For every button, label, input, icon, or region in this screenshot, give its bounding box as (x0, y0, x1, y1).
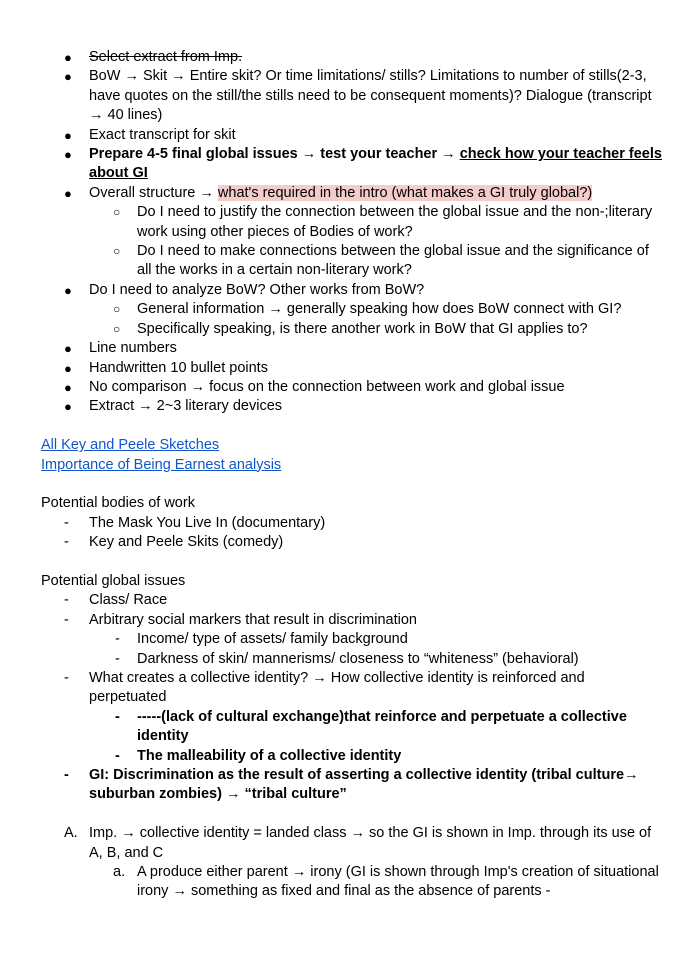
bullet-dot: ● (64, 282, 72, 298)
list-item-underlined-text: check how your teacher feels about GI (89, 146, 662, 182)
bullet-circle: ○ (113, 302, 121, 317)
link-row (0, 456, 700, 475)
sub-list-item (0, 650, 700, 669)
section-heading: Potential global issues (41, 572, 186, 589)
list-item-text: Darkness of skin/ mannerisms/ closeness to “whiteness” (behavioral) (137, 650, 579, 667)
link-row (0, 436, 700, 455)
list-item-text: BoW → Skit → Entire skit? Or time limitations/ stills? Limitations to number of stills(2-3, have quotes on the still/the stills need to be consequent moments)? Dialogue (transcript → 40 lines) (89, 68, 652, 124)
list-item-text: General information → generally speaking how does BoW connect with GI? (137, 301, 622, 318)
list-item (0, 359, 700, 378)
list-item-text: Imp. → collective identity = landed class → so the GI is shown in Imp. through its use of A, B, and C (89, 825, 652, 861)
list-item-text: Select extract from Imp. (89, 49, 243, 65)
list-item (0, 48, 700, 67)
bullet-circle: ○ (113, 244, 121, 259)
list-item (0, 766, 700, 805)
list-item-text: No comparison → focus on the connection between work and global issue (89, 378, 565, 395)
list-item-text: Handwritten 10 bullet points (89, 359, 268, 376)
dash-marker: - (64, 514, 69, 531)
dash-marker: - (64, 592, 69, 609)
list-item-text: -----(lack of cultural exchange)that reinforce and perpetuate a collective identity (137, 708, 627, 745)
outline-marker: a. (113, 864, 126, 880)
key-and-peele-link[interactable]: All Key and Peele Sketches (41, 437, 220, 454)
list-item-text: Line numbers (89, 340, 177, 357)
bullet-dot: ● (64, 341, 72, 357)
bullet-dot: ● (64, 360, 72, 376)
list-item (0, 145, 700, 184)
bullet-circle: ○ (113, 205, 121, 220)
bullet-dot: ● (64, 147, 72, 163)
list-item (0, 669, 700, 708)
list-item-text: Income/ type of assets/ family background (137, 631, 408, 648)
dash-marker: - (64, 534, 69, 551)
list-item (0, 397, 700, 416)
bullet-dot: ● (64, 379, 72, 395)
list-item-text: What creates a collective identity? → How collective identity is reinforced and perpetuated (89, 669, 585, 706)
outline-sub-item (0, 863, 700, 902)
list-item-text: The malleability of a collective identity (137, 747, 402, 764)
spacer (0, 553, 700, 572)
sub-list-item (0, 300, 700, 319)
list-item-text: Key and Peele Skits (comedy) (89, 534, 284, 551)
bullet-circle: ○ (113, 321, 121, 336)
list-item-text: A produce either parent → irony (GI is shown through Imp's creation of situational irony → something as fixed and final as the absence of parents - (137, 864, 659, 900)
list-item-text: The Mask You Live In (documentary) (89, 514, 326, 531)
list-item-text: Overall structure → (89, 184, 218, 201)
list-item-text: Class/ Race (89, 592, 168, 609)
dash-marker: - (64, 766, 69, 783)
sub-list-item (0, 242, 700, 281)
bullet-dot: ● (64, 69, 72, 85)
list-item (0, 126, 700, 145)
document-page (0, 48, 700, 902)
bullet-dot: ● (64, 399, 72, 415)
list-item (0, 514, 700, 533)
list-item-text: Extract → 2~3 literary devices (89, 398, 283, 415)
list-item-text: Specifically speaking, is there another work in BoW that GI applies to? (137, 320, 588, 337)
list-item-text: GI: Discrimination as the result of asserting a collective identity (tribal culture→ suburban zombies) → “tribal culture” (89, 766, 639, 803)
spacer (0, 475, 700, 494)
dash-marker: - (64, 611, 69, 628)
sub-list-item (0, 747, 700, 766)
spacer (0, 417, 700, 436)
sub-list-item (0, 708, 700, 747)
list-item (0, 533, 700, 552)
list-item (0, 591, 700, 610)
earnest-analysis-link[interactable]: Importance of Being Earnest analysis (41, 456, 282, 473)
list-item (0, 378, 700, 397)
highlighted-text: what's required in the intro (what makes a GI truly global?) (217, 184, 593, 201)
bullet-dot: ● (64, 185, 72, 201)
dash-marker: - (115, 708, 120, 725)
dash-marker: - (115, 650, 120, 667)
list-item-text: Do I need to make connections between the global issue and the significance of all the works in a certain non-literary work? (137, 243, 649, 279)
list-item-text: Do I need to analyze BoW? Other works from BoW? (89, 281, 425, 298)
sub-list-item (0, 630, 700, 649)
list-item-text: Exact transcript for skit (89, 126, 236, 143)
sub-list-item (0, 203, 700, 242)
bullet-dot: ● (64, 50, 72, 65)
section-heading: Potential bodies of work (41, 495, 195, 512)
dash-marker: - (115, 631, 120, 648)
dash-marker: - (64, 669, 69, 686)
list-item (0, 67, 700, 125)
list-item (0, 184, 700, 203)
dash-marker: - (115, 747, 120, 764)
spacer (0, 805, 700, 824)
outline-marker: A. (64, 825, 78, 842)
outline-item (0, 824, 700, 863)
list-item-text: Prepare 4-5 final global issues → test your teacher → (89, 146, 460, 163)
list-item (0, 281, 700, 300)
bullet-dot: ● (64, 127, 72, 143)
list-item (0, 339, 700, 358)
list-item-text: Do I need to justify the connection between the global issue and the non-;literary work using other pieces of Bodies of work? (137, 204, 653, 240)
list-item (0, 611, 700, 630)
list-item-text: Arbitrary social markers that result in discrimination (89, 611, 417, 628)
sub-list-item (0, 320, 700, 339)
